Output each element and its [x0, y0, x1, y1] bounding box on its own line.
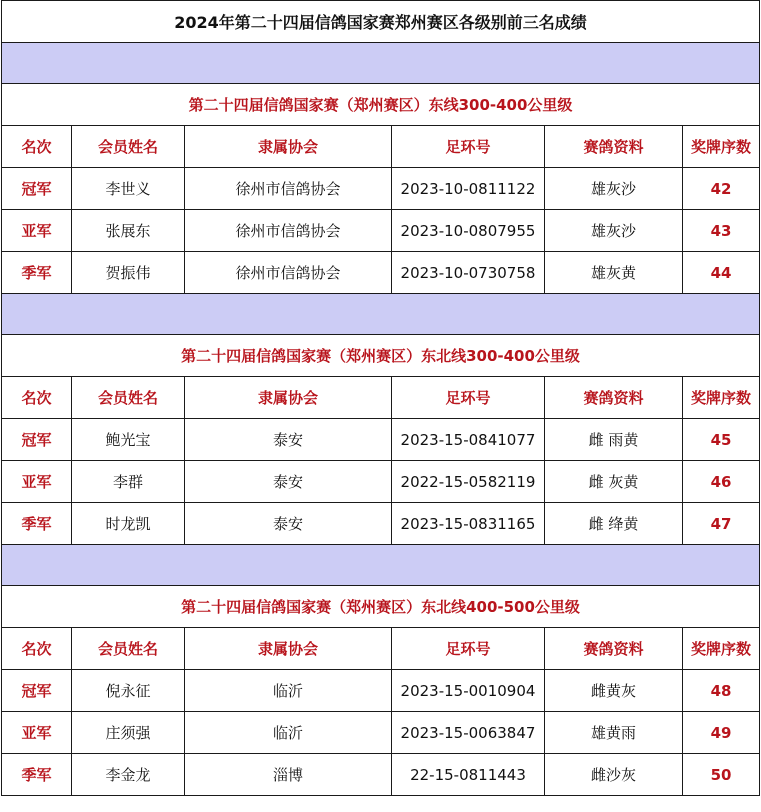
- rank-cell: 冠军: [2, 168, 72, 210]
- section-spacer: [2, 545, 760, 586]
- medal-number-cell: 49: [683, 712, 760, 754]
- rank-cell: 亚军: [2, 461, 72, 503]
- medal-number-cell: 50: [683, 754, 760, 796]
- medal-number-cell: 43: [683, 210, 760, 252]
- section-title: 第二十四届信鸽国家赛（郑州赛区）东北线300-400公里级: [2, 335, 760, 377]
- association-cell: 临沂: [185, 712, 392, 754]
- header-name: 会员姓名: [72, 628, 185, 670]
- header-pigeon: 赛鸽资料: [545, 126, 683, 168]
- ring-number-cell: 2023-15-0010904: [392, 670, 545, 712]
- header-rank: 名次: [2, 377, 72, 419]
- spacer-cell: [2, 545, 760, 586]
- header-name: 会员姓名: [72, 126, 185, 168]
- table-row: [2, 419, 760, 461]
- association-cell: 徐州市信鸽协会: [185, 252, 392, 294]
- rank-cell: 季军: [2, 252, 72, 294]
- table-row: [2, 168, 760, 210]
- member-name-cell: 张展东: [72, 210, 185, 252]
- pigeon-info-cell: 雌 灰黄: [545, 461, 683, 503]
- medal-number-cell: 44: [683, 252, 760, 294]
- section-title-row: [2, 335, 760, 377]
- ring-number-cell: 2023-10-0807955: [392, 210, 545, 252]
- header-medal: 奖牌序数: [683, 628, 760, 670]
- pigeon-info-cell: 雄灰沙: [545, 210, 683, 252]
- association-cell: 徐州市信鸽协会: [185, 168, 392, 210]
- member-name-cell: 李金龙: [72, 754, 185, 796]
- medal-number-cell: 42: [683, 168, 760, 210]
- ring-number-cell: 2023-10-0811122: [392, 168, 545, 210]
- rank-cell: 冠军: [2, 419, 72, 461]
- header-rank: 名次: [2, 628, 72, 670]
- association-cell: 淄博: [185, 754, 392, 796]
- association-cell: 泰安: [185, 503, 392, 545]
- member-name-cell: 倪永征: [72, 670, 185, 712]
- ring-number-cell: 2022-15-0582119: [392, 461, 545, 503]
- column-header-row: [2, 377, 760, 419]
- rank-cell: 冠军: [2, 670, 72, 712]
- member-name-cell: 庄须强: [72, 712, 185, 754]
- association-cell: 泰安: [185, 419, 392, 461]
- spacer-cell: [2, 43, 760, 84]
- rank-cell: 亚军: [2, 712, 72, 754]
- member-name-cell: 贺振伟: [72, 252, 185, 294]
- section-title-row: [2, 586, 760, 628]
- section-title-row: [2, 84, 760, 126]
- table-row: [2, 461, 760, 503]
- section-title: 第二十四届信鸽国家赛（郑州赛区）东线300-400公里级: [2, 84, 760, 126]
- header-ring: 足环号: [392, 628, 545, 670]
- association-cell: 泰安: [185, 461, 392, 503]
- medal-number-cell: 48: [683, 670, 760, 712]
- pigeon-info-cell: 雌沙灰: [545, 754, 683, 796]
- medal-number-cell: 45: [683, 419, 760, 461]
- spacer-cell: [2, 294, 760, 335]
- header-medal: 奖牌序数: [683, 126, 760, 168]
- table-row: [2, 712, 760, 754]
- column-header-row: [2, 628, 760, 670]
- ring-number-cell: 2023-10-0730758: [392, 252, 545, 294]
- table-row: [2, 252, 760, 294]
- rank-cell: 亚军: [2, 210, 72, 252]
- medal-number-cell: 47: [683, 503, 760, 545]
- main-title-row: [2, 1, 760, 43]
- section-spacer: [2, 43, 760, 84]
- ring-number-cell: 2023-15-0063847: [392, 712, 545, 754]
- member-name-cell: 时龙凯: [72, 503, 185, 545]
- header-name: 会员姓名: [72, 377, 185, 419]
- member-name-cell: 李世义: [72, 168, 185, 210]
- association-cell: 徐州市信鸽协会: [185, 210, 392, 252]
- pigeon-info-cell: 雄灰沙: [545, 168, 683, 210]
- header-pigeon: 赛鸽资料: [545, 628, 683, 670]
- header-association: 隶属协会: [185, 628, 392, 670]
- pigeon-info-cell: 雄黄雨: [545, 712, 683, 754]
- ring-number-cell: 22-15-0811443: [392, 754, 545, 796]
- member-name-cell: 李群: [72, 461, 185, 503]
- header-association: 隶属协会: [185, 126, 392, 168]
- table-row: [2, 754, 760, 796]
- header-association: 隶属协会: [185, 377, 392, 419]
- results-table: [1, 0, 760, 796]
- section-title: 第二十四届信鸽国家赛（郑州赛区）东北线400-500公里级: [2, 586, 760, 628]
- association-cell: 临沂: [185, 670, 392, 712]
- rank-cell: 季军: [2, 754, 72, 796]
- rank-cell: 季军: [2, 503, 72, 545]
- page-title: 2024年第二十四届信鸽国家赛郑州赛区各级别前三名成绩: [2, 1, 760, 43]
- pigeon-info-cell: 雄灰黄: [545, 252, 683, 294]
- column-header-row: [2, 126, 760, 168]
- member-name-cell: 鲍光宝: [72, 419, 185, 461]
- pigeon-info-cell: 雌 绛黄: [545, 503, 683, 545]
- table-row: [2, 503, 760, 545]
- table-row: [2, 210, 760, 252]
- header-ring: 足环号: [392, 126, 545, 168]
- medal-number-cell: 46: [683, 461, 760, 503]
- pigeon-info-cell: 雌 雨黄: [545, 419, 683, 461]
- pigeon-info-cell: 雌黄灰: [545, 670, 683, 712]
- ring-number-cell: 2023-15-0841077: [392, 419, 545, 461]
- header-ring: 足环号: [392, 377, 545, 419]
- header-rank: 名次: [2, 126, 72, 168]
- ring-number-cell: 2023-15-0831165: [392, 503, 545, 545]
- table-row: [2, 670, 760, 712]
- section-spacer: [2, 294, 760, 335]
- header-medal: 奖牌序数: [683, 377, 760, 419]
- header-pigeon: 赛鸽资料: [545, 377, 683, 419]
